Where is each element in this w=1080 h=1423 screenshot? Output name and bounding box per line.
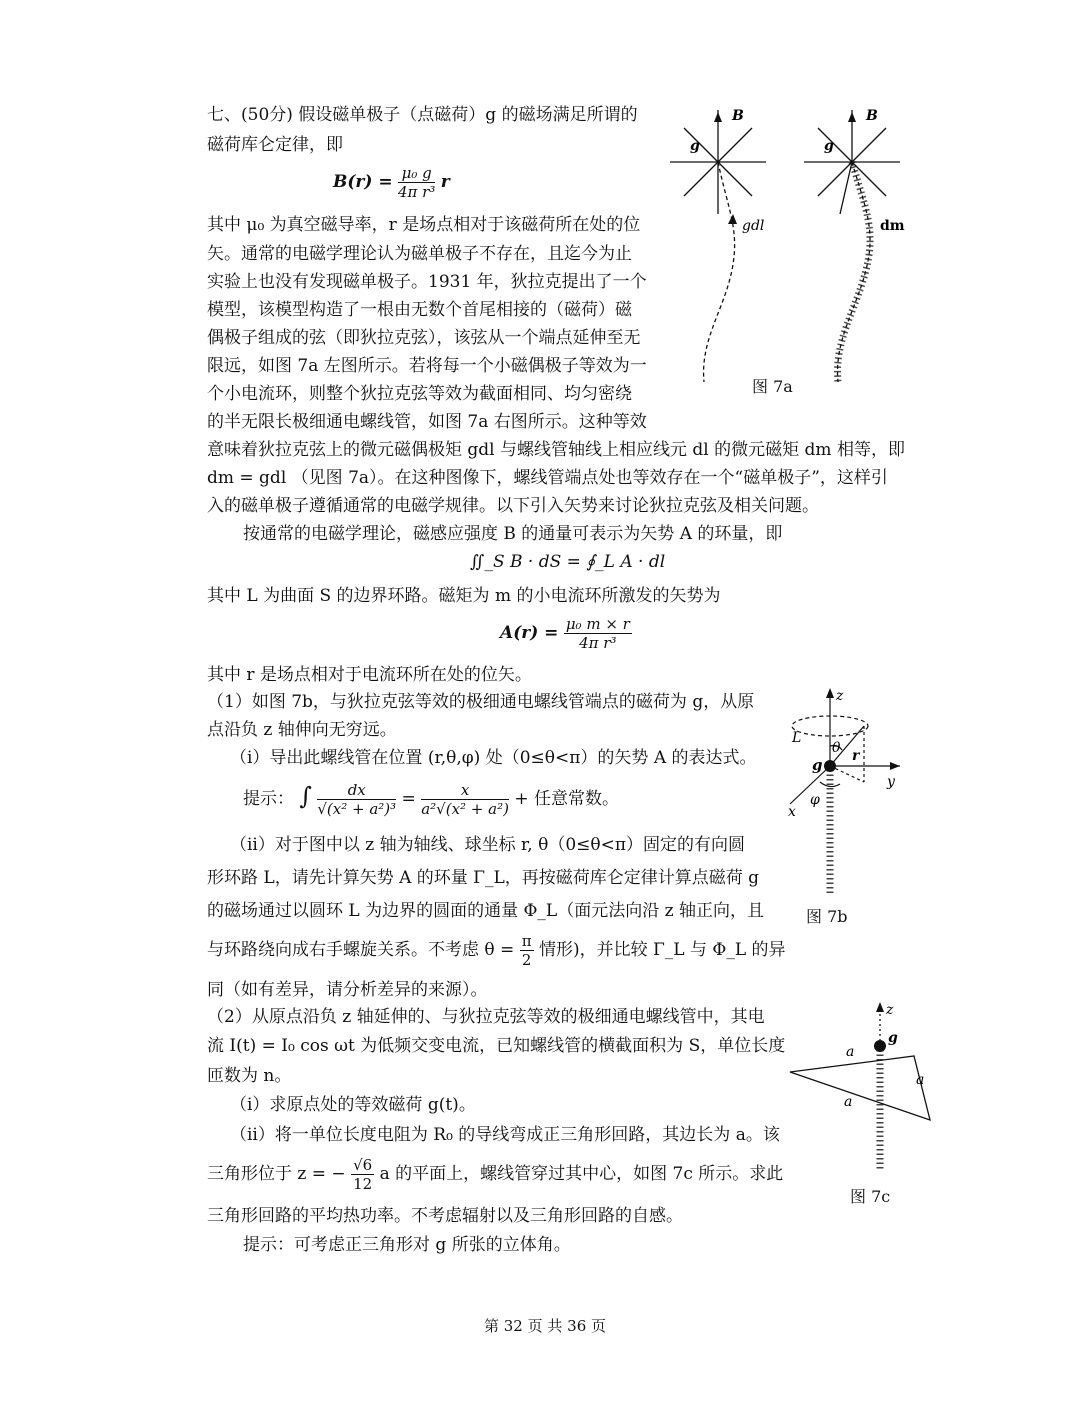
vector-potential-equation: A(r) = $\frac{\text{μ₀ m × r}}{\text{4π r³}}$ [500, 615, 630, 652]
label-a-right: a [916, 1072, 925, 1088]
text-line: 个小电流环，则整个狄拉克弦等效为截面相同、均匀密绕 [207, 384, 632, 404]
label-g-right: g [824, 138, 834, 154]
label-g-left: g [690, 138, 700, 154]
label-g: g [888, 1030, 898, 1046]
text-line: 按通常的电磁学理论，磁感应强度 B 的通量可表示为矢势 A 的环量，即 [243, 524, 783, 544]
label-r: r [852, 748, 860, 764]
theta-condition-line: 与环路绕向成右手螺旋关系。不考虑 θ = $\frac{\pi}{2}$ 情形)，并比较 Γ_L 与 Φ_L 的异 [207, 932, 786, 969]
text-line: 的磁场通过以圆环 L 为边界的圆面的通量 Φ_L（面元法向沿 z 轴正向，且 [207, 901, 764, 921]
label-B-left: B [732, 108, 744, 124]
label-a-top: a [846, 1044, 855, 1060]
label-theta: θ [832, 740, 841, 756]
text-line: 入的磁单极子遵循通常的电磁学规律。以下引入矢势来讨论狄拉克弦及相关问题。 [207, 496, 819, 516]
label-g: g [812, 756, 823, 774]
text-line: 同（如有差异，请分析差异的来源）。 [207, 980, 488, 1000]
text-line: 三角形回路的平均热功率。不考虑辐射以及三角形回路的自感。 [207, 1206, 683, 1226]
coulomb-law-equation: B(r) = $\frac{\text{μ₀ g}}{\text{4π r³}}$ r [333, 164, 450, 201]
question-2: （2）从原点沿负 z 轴延伸的、与狄拉克弦等效的极细通电螺线管中，其电 [207, 1007, 765, 1027]
text-line: 点沿负 z 轴伸向无穷远。 [207, 720, 397, 740]
text-line: 磁荷库仑定律，即 [207, 135, 343, 155]
label-dm: dm [880, 218, 905, 234]
integral-hint: 提示： ∫ $\frac{dx}{\text{√(x² + a²)³}}$ = $\frac{x}{\text{a²√(x² + a²)}}$ + 任意常数。 [243, 781, 620, 818]
label-phi: φ [810, 792, 820, 808]
label-L: L [792, 730, 802, 746]
text-line: 实验上也没有发现磁单极子。1931 年，狄拉克提出了一个 [207, 272, 647, 292]
label-y: y [887, 774, 895, 790]
label-z: z [886, 1002, 894, 1018]
question-1: （1）如图 7b，与狄拉克弦等效的极细通电螺线管端点的磁荷为 g，从原 [207, 692, 755, 712]
flux-equation: ∬_S B · dS = ∮_L A · dl [470, 552, 666, 572]
text-line: 偶极子组成的弦（即狄拉克弦），该弦从一个端点延伸至无 [207, 328, 641, 348]
text-line: 其中 r 是场点相对于电流环所在处的位矢。 [207, 665, 532, 685]
text-line: 矢。通常的电磁学理论认为磁单极子不存在，且迄今为止 [207, 244, 632, 264]
text-line: 限远，如图 7a 左图所示。若将每一个小磁偶极子等效为一 [207, 356, 647, 376]
label-B-right: B [866, 108, 878, 124]
caption-7b: 图 7b [806, 907, 848, 926]
page-footer: 第 32 页 共 36 页 [484, 1317, 607, 1335]
label-x: x [788, 804, 796, 820]
triangle-plane-line: 三角形位于 z = − $\frac{√6}{12}$ a 的平面上，螺线管穿过其中心，如图 7c 所示。求此 [207, 1156, 784, 1193]
question-2-ii: （ii）将一单位长度电阻为 R₀ 的导线弯成正三角形回路，其边长为 a。该 [230, 1125, 780, 1145]
caption-7c: 图 7c [850, 1187, 891, 1206]
text-line: 匝数为 n。 [207, 1066, 292, 1086]
figure-7a [670, 100, 920, 400]
caption-7a: 图 7a [752, 377, 793, 396]
text-line: 模型，该模型构造了一根由无数个首尾相接的（磁荷）磁 [207, 300, 632, 320]
hint-line: 提示：可考虑正三角形对 g 所张的立体角。 [243, 1235, 571, 1255]
problem-heading: 七、(50分) 假设磁单极子（点磁荷）g 的磁场满足所谓的 [207, 105, 638, 125]
question-1-i: （i）导出此螺线管在位置 (r,θ,φ) 处（0≤θ<π）的矢势 A 的表达式。 [230, 748, 757, 768]
text-line: 其中 μ₀ 为真空磁导率，r 是场点相对于该磁荷所在处的位 [207, 215, 641, 235]
label-z: z [836, 688, 844, 704]
label-a-bottom: a [844, 1094, 853, 1110]
figure-7c [788, 1000, 938, 1180]
question-2-i: （i）求原点处的等效磁荷 g(t)。 [230, 1095, 476, 1115]
question-1-ii: （ii）对于图中以 z 轴为轴线、球坐标 r, θ（0≤θ<π）固定的有向圆 [230, 835, 746, 855]
text-line: 流 I(t) = I₀ cos ωt 为低频交变电流，已知螺线管的横截面积为 S，单位长度 [207, 1036, 786, 1056]
text-line: 其中 L 为曲面 S 的边界环路。磁矩为 m 的小电流环所激发的矢势为 [207, 586, 721, 606]
figure-7b [782, 686, 902, 906]
label-gdl: gdl [742, 218, 765, 234]
text-line: 意味着狄拉克弦上的微元磁偶极矩 gdl 与螺线管轴线上相应线元 dl 的微元磁矩 dm 相等，即 [207, 440, 905, 460]
text-line: dm = gdl （见图 7a）。在这种图像下，螺线管端点处也等效存在一个“磁单极子”，这样引 [207, 468, 888, 488]
text-line: 的半无限长极细通电螺线管，如图 7a 右图所示。这种等效 [207, 412, 647, 432]
text-line: 形环路 L，请先计算矢势 A 的环量 Γ_L，再按磁荷库仑定律计算点磁荷 g [207, 868, 760, 888]
